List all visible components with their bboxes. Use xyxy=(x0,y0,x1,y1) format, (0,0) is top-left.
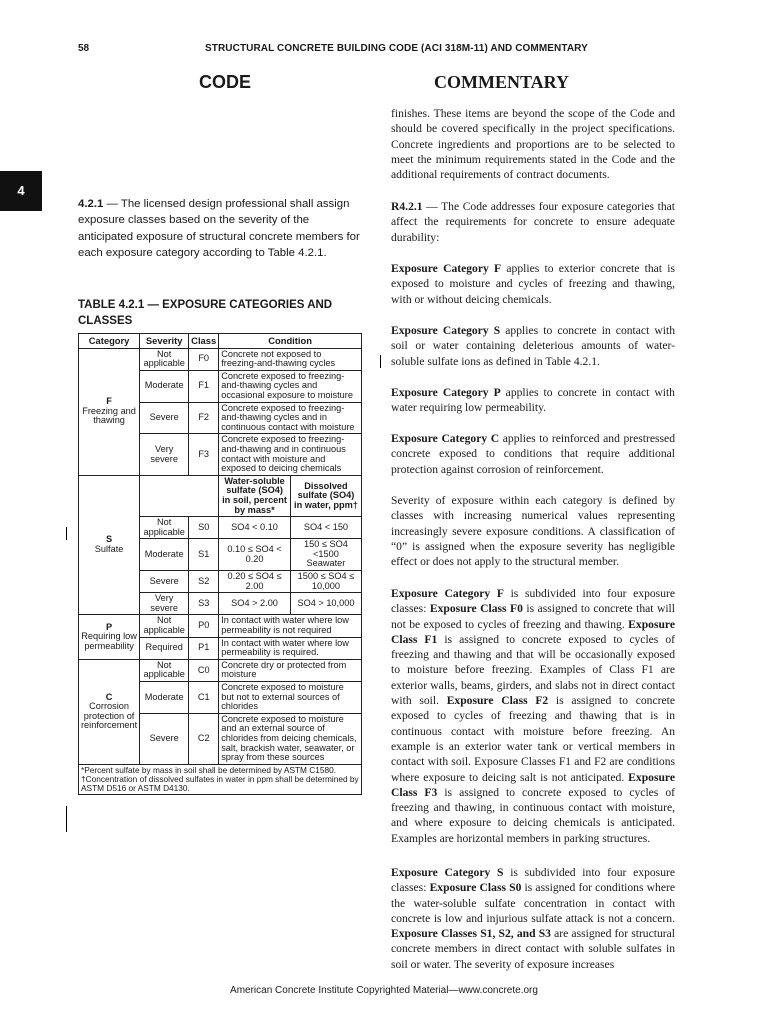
commentary-label: Exposure Category S xyxy=(391,866,504,879)
commentary-paragraph xyxy=(391,261,675,307)
class-cell: F2 xyxy=(189,402,219,434)
table-row xyxy=(79,475,362,516)
commentary-paragraph xyxy=(391,586,675,846)
commentary-label: Exposure Class F3 xyxy=(391,770,675,799)
water-cell: 1500 ≤ SO4 ≤ 10,000 xyxy=(290,571,361,593)
category-name: Requiring low permeability xyxy=(81,631,137,651)
category-name: Sulfate xyxy=(94,544,124,555)
commentary-text: applies to concrete in contact with soil or water containing deleterious amounts of water-soluble sulfate ions as defined in Table 4.2.1. xyxy=(391,324,675,368)
category-name: Freezing and thawing xyxy=(82,405,136,426)
condition-cell: Concrete exposed to freezing-and-thawing cycles and occasional exposure to moisture xyxy=(219,370,362,402)
commentary-text: is assigned to concrete exposed to cycles of freezing and thawing and that will be occasionally exposed to moisture before freezing. Examples of Class F1 are exterior walls, beams, girders, and slabs not in direct contact with soil. xyxy=(391,632,675,708)
severity-cell: Moderate xyxy=(140,682,189,714)
soil-cell: SO4 < 0.10 xyxy=(219,517,291,539)
commentary-paragraph xyxy=(391,385,675,416)
commentary-text: is assigned to concrete exposed to cycles of freezing and thawing that is in continuous contact with moisture before freezing. An example is an exterior water tank or vertical members in contact with soil. Exposure Classes F1 and F2 are conditions where exposure to deicing salt is not anticipated. xyxy=(391,694,675,784)
class-cell: S1 xyxy=(189,539,219,571)
commentary-paragraph: finishes. These items are beyond the scope of the Code and should be covered specifically in the project specifications. Concrete ingredients and proportions are to be selected to meet the minimum requirements stated in the Code and the additional requirements of contract documents. xyxy=(391,107,675,182)
class-cell: C1 xyxy=(189,682,219,714)
header-category: Category xyxy=(79,334,140,349)
commentary-text: are assigned for structural concrete members in direct contact with soluble sulfates in soil or water. The severity of exposure increases xyxy=(391,927,675,971)
table-title: TABLE 4.2.1 — EXPOSURE CATEGORIES AND CLASSES xyxy=(78,299,333,327)
severity-cell: Very severe xyxy=(140,434,189,475)
commentary-text: is assigned for conditions where the water-soluble sulfate concentration in contact with concrete is low and injurious sulfate attack is not a concern. xyxy=(391,881,675,925)
water-cell: SO4 < 150 xyxy=(290,517,361,539)
condition-cell: In contact with water where low permeability is required. xyxy=(219,637,362,659)
subheader-water: Dissolved sulfate (SO4) in water, ppm† xyxy=(290,475,361,516)
commentary-label: Exposure Category P xyxy=(391,386,501,399)
table-header-row xyxy=(79,334,362,349)
commentary-label: Exposure Class F2 xyxy=(446,694,549,708)
commentary-text: applies to exterior concrete that is exposed to moisture and cycles of freezing and thawing, with or without deicing chemicals. xyxy=(391,262,675,306)
category-letter: S xyxy=(106,534,113,545)
condition-cell: Concrete exposed to freezing-and-thawing cycles and in continuous contact with moisture xyxy=(219,402,362,434)
category-letter: P xyxy=(106,621,113,632)
class-cell: P1 xyxy=(189,637,219,659)
category-letter: F xyxy=(106,396,112,407)
header-class: Class xyxy=(189,334,219,349)
commentary-text: is subdivided into four exposure classes: xyxy=(391,866,675,895)
header-severity: Severity xyxy=(140,334,189,349)
commentary-label: Exposure Category F xyxy=(391,587,504,600)
class-cell: F1 xyxy=(189,370,219,402)
severity-cell: Not applicable xyxy=(140,348,189,370)
code-column-heading: CODE xyxy=(199,72,252,92)
commentary-column-heading: COMMENTARY xyxy=(434,72,570,92)
condition-cell: Concrete exposed to moisture but not to external sources of chlorides xyxy=(219,682,362,714)
table-row xyxy=(79,659,362,681)
footnote-sulfate-soil: *Percent sulfate by mass in soil shall be determined by ASTM C1580. xyxy=(81,764,337,775)
condition-cell: Concrete exposed to moisture and an external source of chlorides from deicing chemicals, salt, brackish water, seawater, or spray from these sources xyxy=(219,713,362,764)
soil-cell: 0.20 ≤ SO4 ≤ 2.00 xyxy=(219,571,291,593)
section-number: 4.2.1 xyxy=(78,198,104,210)
class-cell: P0 xyxy=(189,615,219,637)
category-name: Corrosion protection of reinforcement xyxy=(81,701,138,731)
exposure-categories-table xyxy=(78,333,362,795)
blank-cell xyxy=(140,475,219,516)
class-cell: F0 xyxy=(189,348,219,370)
commentary-label: Exposure Class F1 xyxy=(391,617,675,646)
commentary-text: — The Code addresses four exposure categories that affect the requirements for concrete to ensure adequate durability: xyxy=(391,200,675,244)
severity-cell: Not applicable xyxy=(140,615,189,637)
severity-cell: Very severe xyxy=(140,593,189,615)
soil-cell: 0.10 ≤ SO4 < 0.20 xyxy=(219,539,291,571)
class-cell: S0 xyxy=(189,517,219,539)
commentary-label: Exposure Category S xyxy=(391,324,501,337)
commentary-label: Exposure Category C xyxy=(391,432,500,445)
commentary-label: Exposure Class S0 xyxy=(429,881,522,895)
severity-cell: Moderate xyxy=(140,539,189,571)
running-header: STRUCTURAL CONCRETE BUILDING CODE (ACI 318M-11) AND COMMENTARY xyxy=(205,43,588,54)
condition-cell: Concrete exposed to freezing-and-thawing and in continuous contact with moisture and exposed to deicing chemicals xyxy=(219,434,362,475)
water-cell: SO4 > 10,000 xyxy=(290,593,361,615)
chapter-tab: 4 xyxy=(0,171,42,211)
commentary-label: Exposure Class F0 xyxy=(429,602,523,616)
severity-cell: Severe xyxy=(140,402,189,434)
commentary-paragraph xyxy=(391,431,675,477)
class-cell: C0 xyxy=(189,659,219,681)
change-bar xyxy=(66,527,67,540)
change-bar xyxy=(380,355,381,368)
commentary-paragraph: Severity of exposure within each category is defined by classes with increasing numerical values representing increasingly severe exposure conditions. A classification of “0” is assigned when the exposure severity has negligible effect or does not apply to the structural member. xyxy=(391,494,675,569)
commentary-text: is assigned to concrete exposed to cycles of freezing and thawing, in continuous contact with moisture, and where exposure to deicing chemicals is anticipated. Examples are horizontal members in parking structures. xyxy=(391,785,675,845)
commentary-label: Exposure Classes S1, S2, and S3 xyxy=(391,927,551,941)
commentary-label: Exposure Category F xyxy=(391,262,502,275)
commentary-text: applies to reinforced and prestressed concrete exposed to conditions that require additional protection against corrosion of reinforcement. xyxy=(391,432,676,476)
class-cell: S3 xyxy=(189,593,219,615)
severity-cell: Severe xyxy=(140,713,189,764)
class-cell: C2 xyxy=(189,713,219,764)
commentary-paragraph xyxy=(391,323,675,369)
table-footnotes xyxy=(79,764,362,794)
water-cell: 150 ≤ SO4 <1500 Seawater xyxy=(290,539,361,571)
soil-cell: SO4 > 2.00 xyxy=(219,593,291,615)
commentary-label: R4.2.1 xyxy=(391,200,423,213)
table-row xyxy=(79,615,362,637)
condition-cell: Concrete not exposed to freezing-and-thawing cycles xyxy=(219,348,362,370)
section-text: — The licensed design professional shall assign exposure classes based on the severity of the anticipated exposure of structural concrete members for each exposure category according to Table 4.2.1. xyxy=(78,198,360,260)
severity-cell: Required xyxy=(140,637,189,659)
category-c xyxy=(79,659,140,764)
commentary-text: is subdivided into four exposure classes: xyxy=(391,587,675,616)
class-cell: F3 xyxy=(189,434,219,475)
class-cell: S2 xyxy=(189,571,219,593)
table-row xyxy=(79,348,362,370)
severity-cell: Severe xyxy=(140,571,189,593)
subheader-soil: Water-soluble sulfate (SO4) in soil, percent by mass* xyxy=(219,475,291,516)
change-bar xyxy=(66,806,67,832)
commentary-paragraph xyxy=(391,199,675,245)
page-number: 58 xyxy=(78,43,90,54)
commentary-text: is assigned to concrete that will not be exposed to cycles of freezing and thawing. xyxy=(391,602,675,631)
category-letter: C xyxy=(105,691,113,702)
category-f xyxy=(79,348,140,475)
severity-cell: Moderate xyxy=(140,370,189,402)
condition-cell: Concrete dry or protected from moisture xyxy=(219,659,362,681)
condition-cell: In contact with water where low permeability is not required xyxy=(219,615,362,637)
severity-cell: Not applicable xyxy=(140,659,189,681)
commentary-text: applies to concrete in contact with water requiring low permeability. xyxy=(391,386,675,415)
commentary-paragraph xyxy=(391,865,675,972)
code-section-4-2-1 xyxy=(78,196,366,262)
page-footer: American Concrete Institute Copyrighted Material—www.concrete.org xyxy=(230,985,538,996)
category-s xyxy=(79,475,140,615)
category-p xyxy=(79,615,140,659)
footnote-sulfate-water: †Concentration of dissolved sulfates in water in ppm shall be determined by ASTM D516 or ASTM D4130. xyxy=(81,773,359,793)
table-footnotes-row xyxy=(79,764,362,794)
severity-cell: Not applicable xyxy=(140,517,189,539)
header-condition: Condition xyxy=(219,334,362,349)
